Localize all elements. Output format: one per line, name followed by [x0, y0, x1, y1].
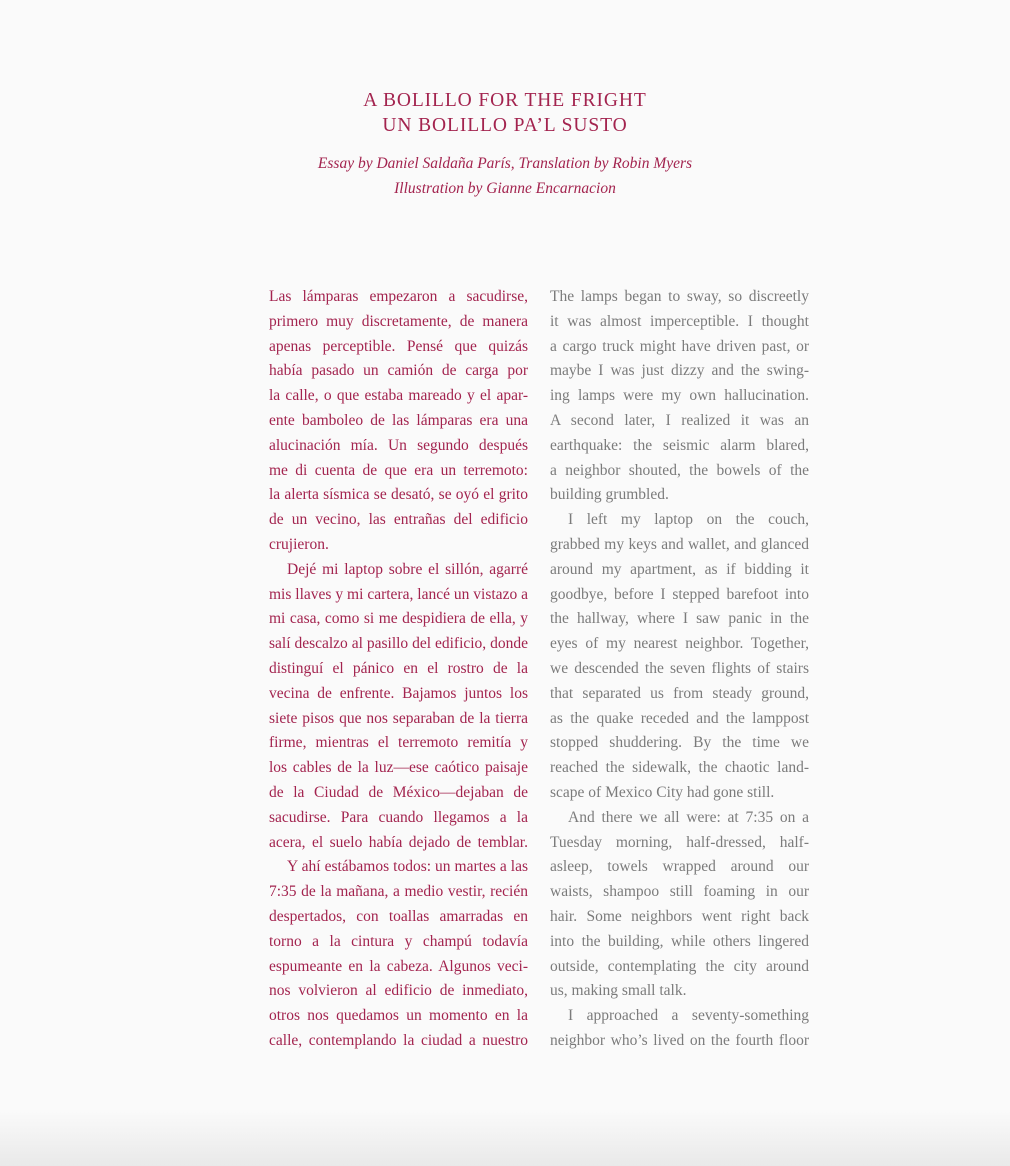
text-line: vecina de enfrente. Bajamos juntos los	[269, 684, 528, 702]
text-line: Las lámparas empezaron a sacudirse,	[269, 288, 528, 305]
text-line: I approached a seventy-something	[568, 1007, 809, 1025]
spanish-column	[269, 285, 528, 1054]
text-line: acera, el suelo había dejado de temblar.	[269, 833, 528, 851]
bottom-shadow	[0, 1111, 1010, 1166]
text-line: hair. Some neighbors went right back	[550, 907, 809, 925]
text-line: that separated us from steady ground,	[550, 684, 809, 702]
text-line: nos volvieron al edificio de inmediato,	[269, 982, 528, 1000]
text-line: mis llaves y mi cartera, lancé un vistazo a	[269, 585, 528, 603]
text-line: the hallway, where I saw panic in the	[550, 610, 809, 628]
article-title	[0, 88, 1010, 138]
text-line: The lamps began to sway, so discreetly	[550, 288, 809, 305]
text-line: building grumbled.	[550, 486, 669, 504]
text-line: A second later, I realized it was an	[550, 411, 809, 429]
text-line: de la Ciudad de México—dejaban de	[269, 783, 528, 801]
text-line: apenas perceptible. Pensé que quizás	[269, 337, 528, 355]
text-line: a neighbor shouted, the bowels of the	[550, 461, 809, 479]
text-line: sacudirse. Para cuando llegamos a la	[269, 808, 528, 826]
text-line: salí descalzo al pasillo del edificio, donde	[269, 635, 528, 653]
text-line: firme, mientras el terremoto remitía y	[269, 734, 528, 752]
article-byline	[0, 151, 1010, 201]
text-line: torno a la cintura y champú todavía	[269, 932, 528, 950]
text-line: de un vecino, las entrañas del edificio	[269, 511, 528, 529]
text-line: waists, shampoo still foaming in our	[550, 883, 809, 901]
text-line: outside, contemplating the city around	[550, 957, 809, 975]
text-line: us, making small talk.	[550, 982, 687, 1000]
text-line: los cables de la luz—ese caótico paisaje	[269, 759, 528, 777]
text-line: around my apartment, as if bidding it	[550, 560, 809, 578]
text-line: as the quake receded and the lamppost	[550, 709, 809, 727]
text-line: despertados, con toallas amarradas en	[269, 907, 528, 925]
text-line: it was almost imperceptible. I thought	[550, 312, 809, 330]
text-line: And there we all were: at 7:35 on a	[568, 808, 809, 826]
text-line: eyes of my nearest neighbor. Together,	[550, 635, 809, 653]
text-line: espumeante en la cabeza. Algunos veci-	[269, 957, 528, 975]
text-line: a cargo truck might have driven past, or	[550, 337, 809, 355]
title-english: A BOLILLO FOR THE FRIGHT	[363, 90, 647, 111]
text-line: otros nos quedamos un momento en la	[269, 1007, 528, 1025]
text-line: había pasado un camión de carga por	[269, 362, 528, 380]
text-line: la alerta sísmica se desató, se oyó el grito	[269, 486, 528, 504]
text-line: Tuesday morning, half-dressed, half-	[550, 833, 809, 851]
text-line: me di cuenta de que era un terremoto:	[269, 461, 528, 479]
title-spanish: UN BOLILLO PA’L SUSTO	[382, 115, 628, 136]
text-line: neighbor who’s lived on the fourth floor	[550, 1031, 809, 1049]
text-line: asleep, towels wrapped around our	[550, 858, 809, 876]
text-line: ing lamps were my own hallucination.	[550, 387, 809, 405]
text-line: we descended the seven flights of stairs	[550, 659, 809, 677]
text-line: I left my laptop on the couch,	[568, 511, 809, 529]
text-line: primero muy discretamente, de manera	[269, 312, 528, 330]
text-line: distinguí el pánico en el rostro de la	[269, 659, 528, 677]
text-line: calle, contemplando la ciudad a nuestro	[269, 1031, 528, 1049]
text-line: mi casa, como si me despidiera de ella, y	[269, 610, 528, 628]
byline-authors: Essay by Daniel Saldaña París, Translation by Robin Myers	[317, 155, 693, 172]
text-line: into the building, while others lingered	[550, 932, 809, 950]
text-line: crujieron.	[269, 535, 329, 553]
text-line: Y ahí estábamos todos: un martes a las	[287, 858, 528, 876]
text-line: alucinación mía. Un segundo después	[269, 436, 528, 454]
text-line: ente bamboleo de las lámparas era una	[269, 411, 528, 429]
english-column	[550, 285, 809, 1054]
text-line: reached the sidewalk, the chaotic land-	[550, 759, 809, 777]
text-line: goodbye, before I stepped barefoot into	[550, 585, 809, 603]
text-line: earthquake: the seismic alarm blared,	[550, 436, 809, 454]
text-line: siete pisos que nos separaban de la tierra	[269, 709, 528, 727]
text-line: stopped shuddering. By the time we	[550, 734, 809, 752]
text-line: maybe I was just dizzy and the swing-	[550, 362, 809, 380]
text-line: Dejé mi laptop sobre el sillón, agarré	[287, 560, 528, 578]
byline-illustrator: Illustration by Gianne Encarnacion	[394, 180, 616, 197]
text-line: la calle, o que estaba mareado y el apar-	[269, 387, 528, 405]
text-line: scape of Mexico City had gone still.	[550, 783, 775, 801]
text-line: 7:35 de la mañana, a medio vestir, recién	[269, 883, 528, 901]
text-line: grabbed my keys and wallet, and glanced	[550, 535, 809, 553]
